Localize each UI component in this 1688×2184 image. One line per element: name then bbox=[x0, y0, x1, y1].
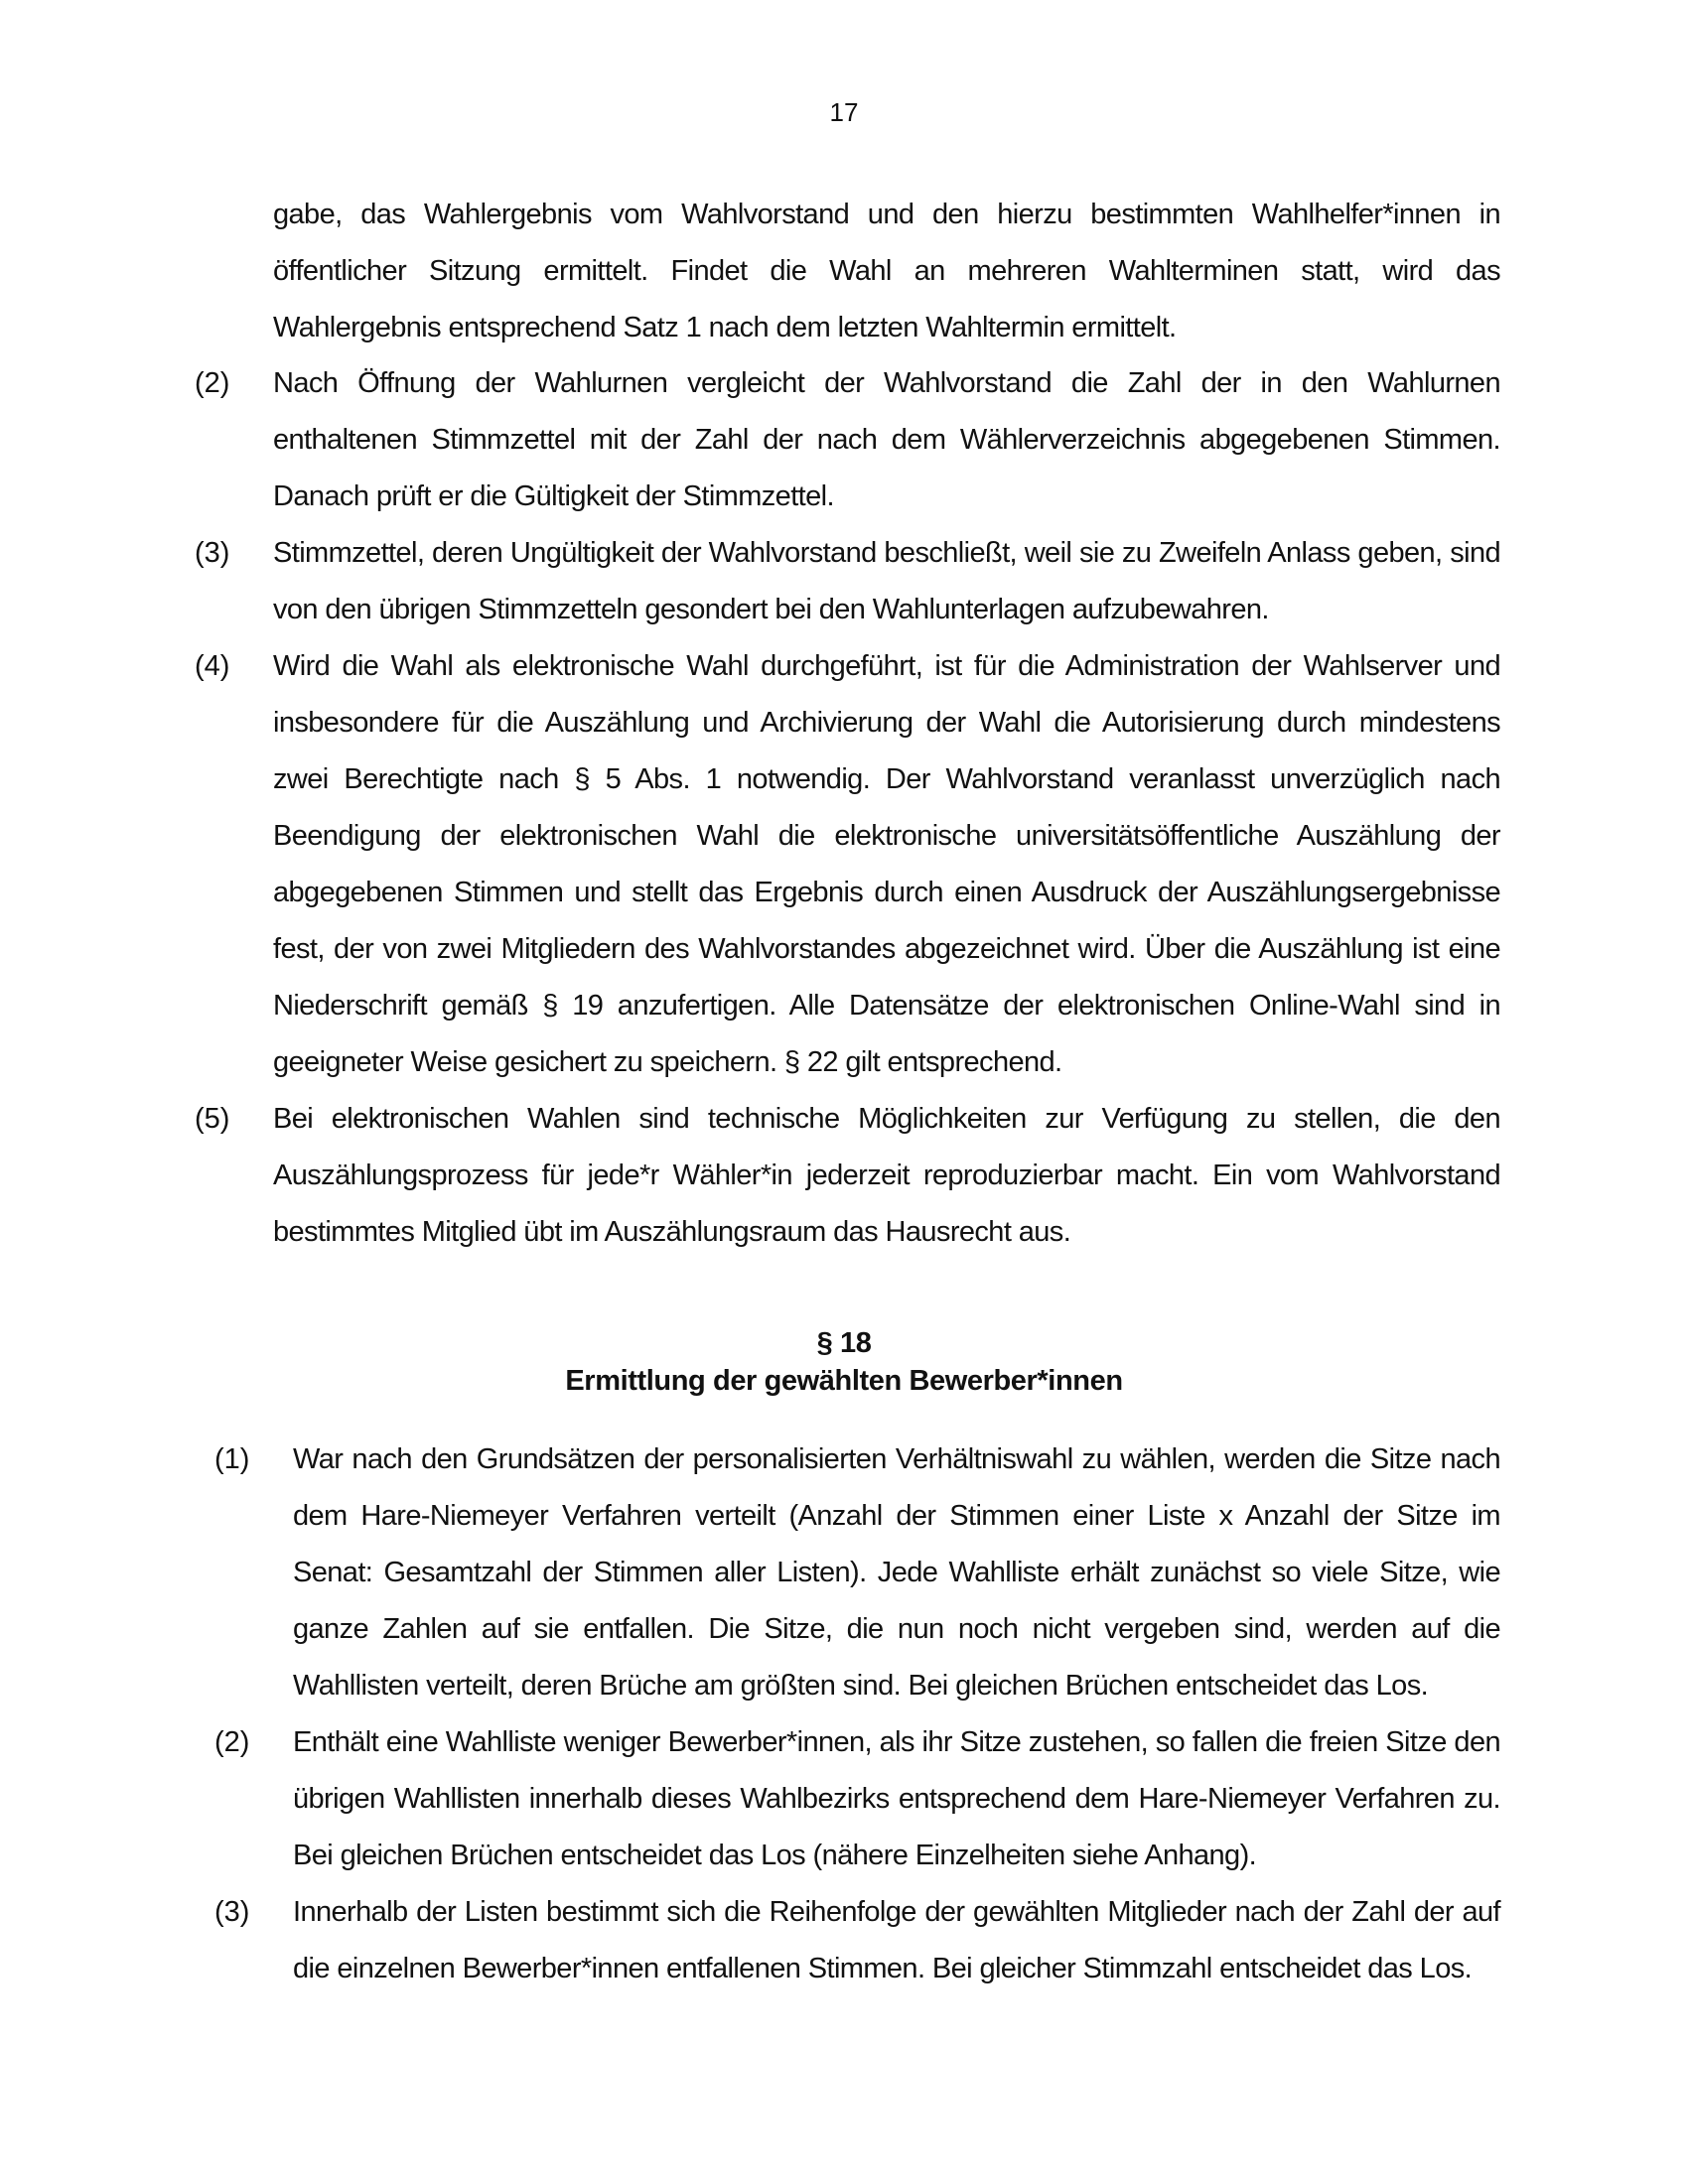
paragraph-text: War nach den Grundsätzen der personalisierten Verhältniswahl zu wählen, werden die Sitze nach dem Hare-Niemeyer Verfahren verteilt (Anzahl der Stimmen einer Liste x Anzahl der Sitze im Senat: Gesamtzahl der Stimmen aller Listen). Jede Wahlliste erhält zunächst so viele Sitze, wie ganze Zahlen auf sie entfallen. Die Sitze, die nun noch nicht vergeben sind, werden auf die Wahllisten verteilt, deren Brüche am größten sind. Bei gleichen Brüchen entscheidet das Los. bbox=[293, 1443, 1500, 1702]
paragraph-number: (3) bbox=[214, 1896, 250, 1928]
section-title: Ermittlung der gewählten Bewerber*innen bbox=[565, 1365, 1123, 1397]
paragraph-number: (1) bbox=[214, 1443, 250, 1475]
section-18-paragraph-list bbox=[0, 1432, 1688, 1997]
section-number: § 18 bbox=[816, 1327, 872, 1359]
paragraph-number: (5) bbox=[195, 1103, 230, 1135]
section-heading bbox=[0, 1324, 1688, 1400]
paragraph-number: (3) bbox=[195, 537, 230, 569]
paragraph-text: Bei elektronischen Wahlen sind technische Möglichkeiten zur Verfügung zu stellen, die den Auszählungsprozess für jede*r Wähler*in jederzeit reproduzierbar macht. Ein vom Wahlvorstand bestimmtes Mitglied übt im Auszählungsraum das Hausrecht aus. bbox=[273, 1103, 1500, 1248]
paragraph-text: Stimmzettel, deren Ungültigkeit der Wahlvorstand beschließt, weil sie zu Zweifeln Anlass geben, sind von den übrigen Stimmzetteln gesondert bei den Wahlunterlagen aufzubewahren. bbox=[273, 537, 1500, 625]
paragraph-18-1 bbox=[0, 1432, 1688, 1714]
paragraph-number: (2) bbox=[195, 367, 230, 399]
paragraph-17-5 bbox=[0, 1091, 1688, 1261]
paragraph-number: (4) bbox=[195, 650, 230, 682]
paragraph-text: Innerhalb der Listen bestimmt sich die Reihenfolge der gewählten Mitglieder nach der Zahl der auf die einzelnen Bewerber*innen entfallenen Stimmen. Bei gleicher Stimmzahl entscheidet das Los. bbox=[293, 1896, 1500, 1984]
paragraph-18-2 bbox=[0, 1714, 1688, 1884]
page-number: 17 bbox=[829, 97, 859, 127]
paragraph-text: Enthält eine Wahlliste weniger Bewerber*innen, als ihr Sitze zustehen, so fallen die freien Sitze den übrigen Wahllisten innerhalb dieses Wahlbezirks entsprechend dem Hare-Niemeyer Verfahren zu. Bei gleichen Brüchen entscheidet das Los (nähere Einzelheiten siehe Anhang). bbox=[293, 1726, 1500, 1871]
paragraph-18-3 bbox=[0, 1884, 1688, 1997]
paragraph-text: Wird die Wahl als elektronische Wahl durchgeführt, ist für die Administration der Wahlserver und insbesondere für die Auszählung und Archivierung der Wahl die Autorisierung durch mindestens zwei Berechtigte nach § 5 Abs. 1 notwendig. Der Wahlvorstand veranlasst unverzüglich nach Beendigung der elektronischen Wahl die elektronische universitätsöffentliche Auszählung der abgegebenen Stimmen und stellt das Ergebnis durch einen Ausdruck der Auszählungsergebnisse fest, der von zwei Mitgliedern des Wahlvorstandes abgezeichnet wird. Über die Auszählung ist eine Niederschrift gemäß § 19 anzufertigen. Alle Datensätze der elektronischen Online-Wahl sind in geeigneter Weise gesichert zu speichern. § 22 gilt entsprechend. bbox=[273, 650, 1500, 1078]
section-17-paragraph-list bbox=[0, 355, 1688, 1261]
paragraph-17-4 bbox=[0, 638, 1688, 1091]
paragraph-17-3 bbox=[0, 525, 1688, 638]
paragraph-17-2 bbox=[0, 355, 1688, 525]
paragraph-text: Nach Öffnung der Wahlurnen vergleicht der Wahlvorstand die Zahl der in den Wahlurnen enthaltenen Stimmzettel mit der Zahl der nach dem Wählerverzeichnis abgegebenen Stimmen. Danach prüft er die Gültigkeit der Stimmzettel. bbox=[273, 367, 1500, 512]
paragraph-number: (2) bbox=[214, 1726, 250, 1758]
continued-paragraph: gabe, das Wahlergebnis vom Wahlvorstand und den hierzu bestimmten Wahlhelfer*innen in öffentlicher Sitzung ermittelt. Findet die Wahl an mehreren Wahlterminen statt, wird das Wahlergebnis entsprechend Satz 1 nach dem letzten Wahltermin ermittelt. bbox=[273, 199, 1500, 343]
